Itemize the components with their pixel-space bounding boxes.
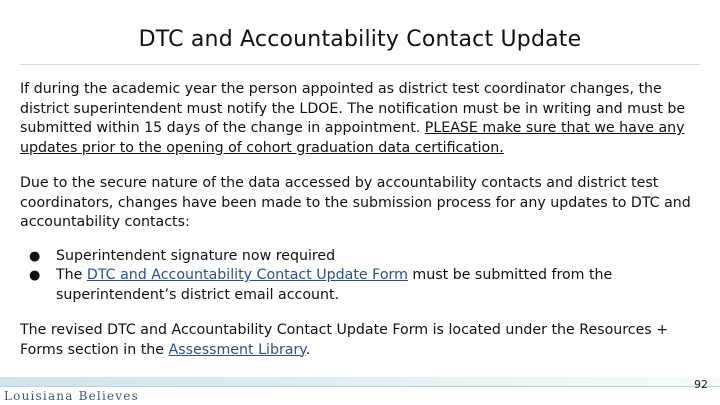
paragraph-3-text: The revised DTC and Accountability Contact Update Form is located under the Resources + Forms section in the bbox=[20, 322, 669, 358]
assessment-library-link[interactable]: Assessment Library bbox=[168, 341, 306, 358]
bullet-item bbox=[20, 247, 696, 267]
bullet-dot-icon: ● bbox=[29, 248, 41, 264]
page-number: 92 bbox=[694, 378, 708, 391]
title-box bbox=[20, 14, 700, 65]
bullet-text: Superintendent signature now required bbox=[56, 247, 336, 264]
bullet-prefix: The bbox=[56, 267, 87, 283]
contact-update-form-link[interactable]: DTC and Accountability Contact Update Form bbox=[86, 267, 408, 283]
bullet-item bbox=[20, 266, 696, 305]
slide-title: DTC and Accountability Contact Update bbox=[138, 26, 582, 52]
bullet-list bbox=[20, 247, 696, 306]
footer-divider bbox=[0, 386, 720, 387]
bullet-suffix: must be submitted from the superintendent’s district email account. bbox=[56, 267, 613, 303]
paragraph-1-underlined: PLEASE make sure that we have any updates prior to the opening of cohort graduation data certification. bbox=[20, 120, 685, 156]
slide-content bbox=[20, 80, 696, 360]
paragraph-3-end: . bbox=[305, 341, 311, 358]
paragraph-1-text: If during the academic year the person appointed as district test coordinator changes, the district superintendent must notify the LDOE. The notification must be in writing and must be submitted within 15 days of the change in appointment. bbox=[20, 81, 686, 136]
paragraph-1 bbox=[20, 80, 696, 158]
paragraph-2: Due to the secure nature of the data accessed by accountability contacts and district test coordinators, changes have been made to the submission process for any updates to DTC and accountability contacts: bbox=[20, 175, 691, 230]
paragraph-3 bbox=[20, 321, 696, 360]
louisiana-believes-logo: Louisiana Believes bbox=[4, 389, 139, 403]
bullet-dot-icon: ● bbox=[29, 268, 41, 283]
